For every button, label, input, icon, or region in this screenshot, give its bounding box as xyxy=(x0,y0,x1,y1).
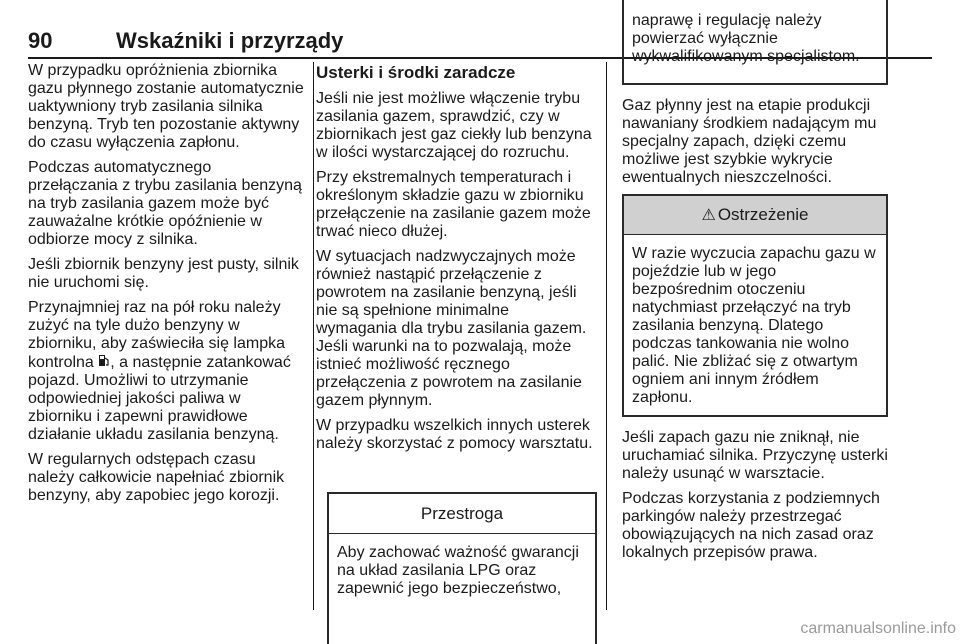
warning-icon: ⚠ xyxy=(701,207,716,224)
watermark: carmanualsonline.info xyxy=(800,620,956,637)
warning-title: Ostrzeżenie xyxy=(717,205,809,224)
paragraph: Jeśli zapach gazu nie zniknął, nie uruchamiać silnika. Przyczynę usterki należy usunąć w warsztacie. xyxy=(622,429,888,482)
column-divider xyxy=(606,62,607,610)
paragraph: Podczas automatycznego przełączania z trybu zasilania benzyną na tryb zasilania gazem może być zauważalne krótkie opóźnienie w odbiorze mocy z silnika. xyxy=(28,159,302,248)
page-title: Wskaźniki i przyrządy xyxy=(116,28,344,53)
paragraph: W regularnych odstępach czasu należy całkowicie napełniać zbiornik benzyny, aby zapobiec jego korozji. xyxy=(28,451,285,504)
paragraph xyxy=(28,299,304,444)
caution-text: naprawę i regulację należy powierzać wyłącznie wykwalifikowanym specjalistom. xyxy=(632,12,860,65)
paragraph: Podczas korzystania z podziemnych parkingów należy przestrzegać obowiązujących na nich zasad oraz lokalnych przepisów prawa. xyxy=(622,490,880,561)
paragraph: Jeśli zbiornik benzyny jest pusty, silnik nie uruchomi się. xyxy=(28,256,299,291)
paragraph: W przypadku wszelkich innych usterek należy skorzystać z pomocy warsztatu. xyxy=(316,417,593,452)
column-left xyxy=(28,62,304,512)
page-number: 90 xyxy=(28,28,53,53)
paragraph-text: Przynajmniej raz na pół roku należy zużyć na tyle dużo benzyny w zbiorniku, aby zaświeciła się lampka kontrolna xyxy=(28,299,285,371)
fuel-lamp-icon xyxy=(98,353,110,372)
paragraph: Przy ekstremalnych temperaturach i określonym składzie gazu w zbiorniku przełączenie na zasilanie gazem może trwać nieco dłużej. xyxy=(316,169,591,240)
paragraph-text: , a następnie zatankować pojazd. Umożliwi to utrzymanie odpowiedniej jakości paliwa w zbiorniku i zapewni prawidłowe działanie układu zasilania benzyną. xyxy=(28,354,291,443)
section-heading: Usterki i środki zaradcze xyxy=(316,63,516,82)
paragraph: W sytuacjach nadzwyczajnych może również nastąpić przełączenie z powrotem na zasilanie benzyną, jeśli nie są spełnione minimalne wymagania dla trybu zasilania gazem. Jeśli warunki na to pozwalają, może istnieć możliwość ręcznego przełączenia z powrotem na zasilanie gazem płynnym. xyxy=(316,248,587,409)
warning-text: W razie wyczucia zapachu gazu w pojeździe lub w jego bezpośrednim otoczeniu natychmiast przełączyć na tryb zasilania benzyną. Dlatego podczas tankowania nie wolno palić. Nie zbliżać się z otwartym ogniem ani innym źródłem zapłonu. xyxy=(632,245,876,406)
caution-title: Przestroga xyxy=(329,494,595,534)
paragraph: Gaz płynny jest na etapie produkcji nawaniany środkiem nadającym mu specjalny zapach, dzięki czemu możliwe jest szybkie wykrycie ewentualnych nieszczelności. xyxy=(622,97,877,186)
warning-box xyxy=(622,194,888,417)
warning-header xyxy=(624,196,886,235)
column-right xyxy=(622,12,888,569)
column-middle xyxy=(316,62,594,460)
column-divider xyxy=(313,62,314,610)
caution-text: Aby zachować ważność gwarancji na układ zasilania LPG oraz zapewnić jego bezpieczeństwo, xyxy=(337,544,579,597)
paragraph: Jeśli nie jest możliwe włączenie trybu zasilania gazem, sprawdzić, czy w zbiornikach jest gaz ciekły lub benzyna w ilości wystarczającej do rozruchu. xyxy=(316,90,592,161)
caution-box-continued xyxy=(622,0,888,85)
caution-box xyxy=(327,492,597,644)
paragraph: W przypadku opróżnienia zbiornika gazu płynnego zostanie automatycznie uaktywniony tryb zasilania silnika benzyną. Tryb ten pozostanie aktywny do czasu wyłączenia zapłonu. xyxy=(28,62,304,151)
